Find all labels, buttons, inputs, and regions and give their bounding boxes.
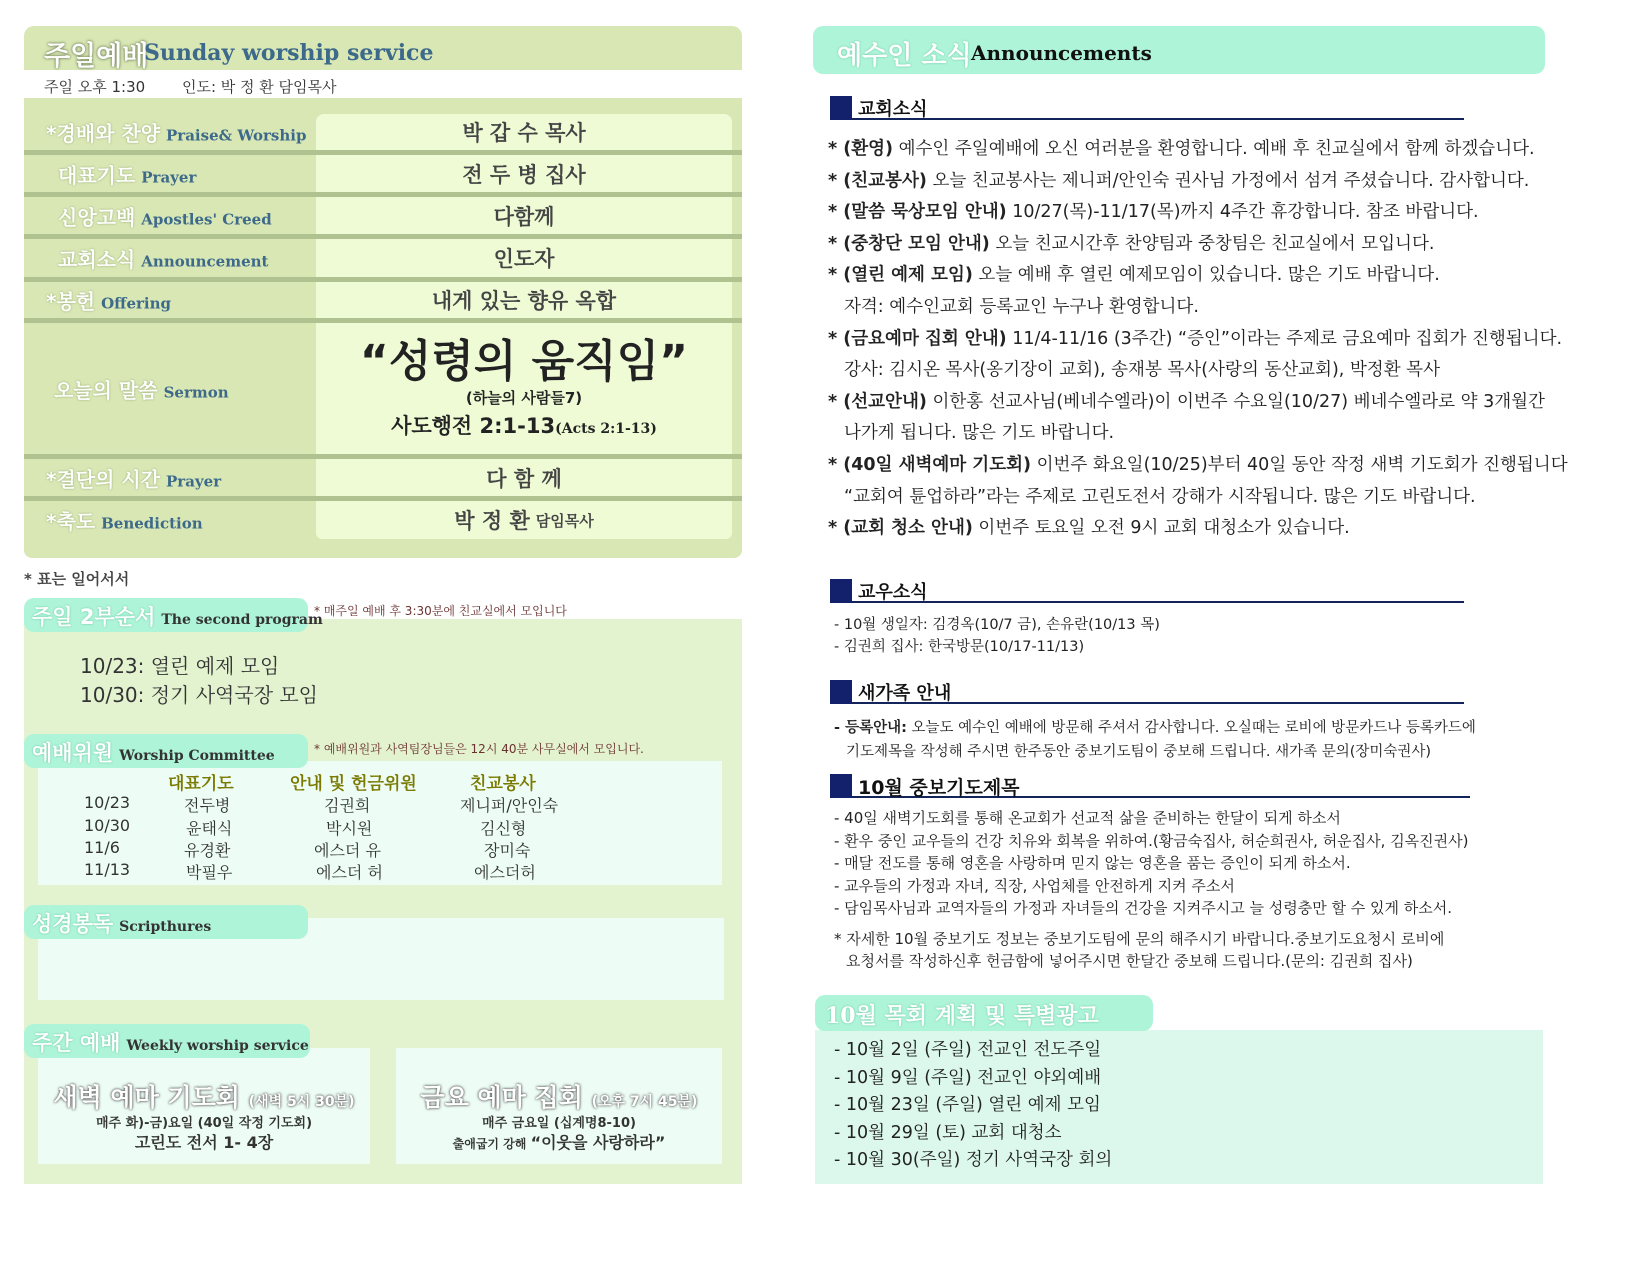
committee-title-ko: 예배위원 bbox=[32, 741, 114, 765]
order-label-ko: *경배와 찬양 bbox=[46, 121, 161, 146]
news-item-text: 오늘 친교시간후 찬양팀과 중창팀은 친교실에서 모입니다. bbox=[989, 233, 1435, 254]
committee-table bbox=[38, 761, 722, 885]
sermon-reference-en: (Acts 2:1-13) bbox=[555, 421, 657, 437]
announcements-title-en: Announcements bbox=[971, 41, 1152, 65]
scripture-title-en: Scripthures bbox=[119, 919, 212, 935]
order-row-benediction bbox=[24, 501, 742, 539]
committee-cell: 장미숙 bbox=[484, 841, 531, 860]
order-row-announcement bbox=[24, 239, 742, 277]
weekly-title-en: Weekly worship service bbox=[126, 1038, 309, 1054]
plan-item: - 10월 29일 (토) 교회 대청소 bbox=[834, 1122, 1062, 1143]
section-title: 새가족 안내 bbox=[858, 683, 952, 704]
stand-note: * 표는 일어서서 bbox=[24, 570, 130, 588]
committee-cell: 김신형 bbox=[480, 819, 527, 838]
committee-date: 11/13 bbox=[84, 860, 131, 879]
committee-cell: 박시원 bbox=[326, 819, 373, 838]
sermon-details bbox=[316, 323, 732, 454]
announcements-title-ko: 예수인 소식 bbox=[837, 41, 972, 71]
scripture-header bbox=[24, 905, 308, 939]
weekly-header bbox=[24, 1024, 310, 1058]
committee-note: * 예배위원과 사역팀장님들은 12시 40분 사무실에서 모입니다. bbox=[314, 742, 644, 756]
order-value bbox=[316, 501, 732, 539]
second-program-list bbox=[80, 652, 318, 710]
second-program-note: * 매주일 예배 후 3:30분에 친교실에서 모입니다 bbox=[314, 604, 567, 618]
plan-header bbox=[815, 995, 1153, 1031]
plan-item: - 10월 9일 (주일) 전교인 야외예배 bbox=[834, 1067, 1102, 1088]
order-value: 다함께 bbox=[316, 197, 732, 234]
plan-item: - 10월 30(주일) 정기 사역국장 회의 bbox=[834, 1150, 1113, 1171]
newcomer-line bbox=[834, 716, 1548, 740]
prayer-list bbox=[834, 807, 1548, 973]
committee-cell: 박필우 bbox=[186, 863, 233, 882]
prayer-item: - 교우들의 가정과 자녀, 직장, 사업체를 안전하게 지켜 주소서 bbox=[834, 876, 1235, 895]
prayer-item: - 환우 중인 교우들의 건강 치유와 회복을 위하여.(황금숙집사, 허순희권사, 허운집사, 김옥진권사) bbox=[834, 831, 1469, 850]
order-label-ko: *축도 bbox=[46, 509, 96, 534]
order-value: 전 두 병 집사 bbox=[316, 155, 732, 192]
second-program-header bbox=[24, 598, 323, 632]
section-marker-icon bbox=[830, 96, 852, 120]
plan-title: 10월 목회 계획 및 특별광고 bbox=[825, 1003, 1099, 1029]
news-item-continued: 나가게 됩니다. 많은 기도 바랍니다. bbox=[844, 423, 1115, 444]
committee-header-prayer: 대표기도 bbox=[168, 774, 234, 794]
prayer-item: - 매달 전도를 통해 영혼을 사랑하며 믿지 않는 영혼을 품는 증인이 되게 하소서. bbox=[834, 854, 1351, 872]
order-value: 인도자 bbox=[316, 239, 732, 277]
news-item-tag: * (친교봉사) bbox=[828, 170, 927, 191]
plan-item: - 10월 2일 (주일) 전교인 전도주일 bbox=[834, 1040, 1102, 1060]
sermon-reference bbox=[391, 410, 657, 440]
second-program-title-ko: 주일 2부순서 bbox=[32, 605, 156, 629]
order-row-decision bbox=[24, 459, 742, 496]
order-label-en: Announcement bbox=[141, 252, 269, 271]
church-news-list bbox=[828, 134, 1568, 545]
committee-cell: 김권희 bbox=[324, 796, 371, 815]
news-item bbox=[828, 166, 1548, 198]
dawn-prayer-schedule: 매주 화)-금)요일 (40일 작정 기도회) bbox=[95, 1116, 313, 1131]
committee-cell: 에스더허 bbox=[474, 863, 536, 882]
news-item bbox=[828, 197, 1548, 229]
plan-item: - 10월 23일 (주일) 열린 예제 모임 bbox=[834, 1095, 1101, 1116]
section-marker-icon bbox=[830, 774, 852, 798]
news-item-tag: * (말씀 묵상모임 안내) bbox=[828, 202, 1007, 223]
benediction-name: 박 정 환 bbox=[454, 509, 530, 533]
dawn-prayer-scripture: 고린도 전서 1- 4장 bbox=[134, 1133, 274, 1152]
sunday-title-ko: 주일예배 bbox=[44, 41, 149, 72]
news-item bbox=[828, 450, 1568, 482]
friday-service-quote: “이웃을 사랑하라” bbox=[530, 1133, 666, 1152]
committee-cell: 에스더 허 bbox=[316, 863, 383, 882]
committee-cell: 유경환 bbox=[184, 841, 231, 860]
benediction-title: 담임목사 bbox=[535, 511, 594, 530]
list-item: - 김권희 집사: 한국방문(10/17-11/13) bbox=[834, 639, 1085, 655]
committee-date: 10/23 bbox=[84, 793, 131, 812]
sunday-title-en: Sunday worship service bbox=[144, 40, 434, 66]
order-label-en: Prayer bbox=[141, 168, 197, 186]
friday-service-time: (오후 7시 45분) bbox=[591, 1094, 698, 1110]
news-item bbox=[828, 324, 1563, 356]
service-leader: 인도: 박 정 환 담임목사 bbox=[181, 78, 337, 96]
committee-date: 11/6 bbox=[84, 838, 120, 857]
committee-cell: 윤태식 bbox=[186, 819, 233, 838]
news-item-tag: * (중창단 모임 안내) bbox=[828, 233, 990, 254]
friday-service-theme bbox=[396, 1130, 722, 1153]
newcomer-line-continued: 기도제목을 작성해 주시면 한주동안 중보기도팀이 중보해 드립니다. 새가족 문의(장미숙권사) bbox=[846, 744, 1432, 760]
section-church-news bbox=[830, 94, 1464, 120]
order-row-offering bbox=[24, 282, 742, 318]
committee-cell: 전두병 bbox=[184, 796, 231, 815]
news-item bbox=[828, 229, 1548, 261]
news-item-tag: * (선교안내) bbox=[828, 391, 927, 412]
section-prayer bbox=[830, 772, 1470, 798]
news-item-text: 이번주 토요일 오전 9시 교회 대청소가 있습니다. bbox=[972, 518, 1350, 539]
second-program-title-en: The second program bbox=[161, 612, 323, 628]
news-item-text: 예수인 주일예배에 오신 여러분을 환영합니다. 예배 후 친교실에서 함께 하겠습니다. bbox=[893, 139, 1535, 159]
order-label-en: Offering bbox=[101, 294, 172, 313]
committee-cell: 에스더 유 bbox=[314, 841, 381, 860]
prayer-item: - 담임목사님과 교역자들의 가정과 자녀들의 건강을 지켜주시고 늘 성령충만 할 수 있게 하소서. bbox=[834, 899, 1453, 917]
news-item-tag: * (교회 청소 안내) bbox=[828, 518, 973, 539]
news-item-text: 이한홍 선교사님(베네수엘라)이 이번주 수요일(10/27) 베네수엘라로 약 3개월간 bbox=[926, 391, 1545, 412]
order-of-service bbox=[24, 98, 742, 558]
sermon-title: “성령의 움직임” bbox=[359, 336, 689, 387]
prayer-note-continued: 요청서를 작성하신후 헌금함에 넣어주시면 한달간 중보해 드립니다.(문의: 김권희 집사) bbox=[846, 952, 1413, 970]
friday-service-card bbox=[396, 1048, 722, 1164]
order-label-en: Sermon bbox=[163, 383, 229, 401]
news-item-continued: 강사: 김시온 목사(옹기장이 교회), 송재봉 목사(사랑의 동산교회), 박정환 목사 bbox=[844, 360, 1440, 381]
news-item-text: 오늘 예배 후 열린 예제모임이 있습니다. 많은 기도 바랍니다. bbox=[972, 265, 1440, 286]
order-label-ko: 신앙고백 bbox=[58, 205, 136, 229]
sunday-worship-header bbox=[24, 26, 742, 70]
sunday-subinfo bbox=[44, 76, 337, 97]
order-label-ko: 오늘의 말씀 bbox=[54, 378, 158, 402]
prayer-item: - 40일 새벽기도회를 통해 온교회가 선교적 삶을 준비하는 한달이 되게 하소서 bbox=[834, 809, 1341, 827]
plan-list bbox=[834, 1037, 1112, 1175]
news-item-text: 이번주 화요일(10/25)부터 40일 동안 작정 새벽 기도회가 진행됩니다 bbox=[1031, 454, 1568, 475]
section-title: 교회소식 bbox=[858, 99, 928, 120]
news-item-tag: * (40일 새벽예마 기도회) bbox=[828, 454, 1032, 475]
order-label-ko: *봉헌 bbox=[46, 289, 96, 314]
news-item-tag: * (금요예마 집회 안내) bbox=[828, 328, 1007, 349]
committee-cell: 제니퍼/안인숙 bbox=[460, 796, 559, 815]
order-row-praise bbox=[24, 114, 742, 150]
section-title: 교우소식 bbox=[858, 582, 928, 603]
newcomer-info bbox=[834, 716, 1548, 764]
news-item-tag: * (환영) bbox=[828, 139, 894, 159]
news-item-continued: “교회여 튠업하라”라는 주제로 고린도전서 강해가 시작됩니다. 많은 기도 바랍니다. bbox=[844, 486, 1476, 507]
section-newcomer bbox=[830, 678, 1464, 704]
news-item-text: 오늘 친교봉사는 제니퍼/안인숙 권사님 가정에서 섬겨 주셨습니다. 감사합니다. bbox=[926, 170, 1530, 191]
news-item bbox=[828, 387, 1548, 419]
dawn-prayer-time: (새벽 5시 30분) bbox=[248, 1094, 355, 1110]
dawn-prayer-card bbox=[38, 1048, 370, 1164]
section-title: 10월 중보기도제목 bbox=[858, 777, 1020, 799]
section-marker-icon bbox=[830, 680, 852, 704]
prayer-note: * 자세한 10월 중보기도 정보는 중보기도팀에 문의 해주시기 바랍니다.중보기도요청시 로비에 bbox=[834, 929, 1445, 948]
order-label-en: Benediction bbox=[101, 514, 203, 533]
newcomer-text: 오늘도 예수인 예배에 방문해 주셔서 감사합니다. 오실때는 로비에 방문카드나 등록카드에 bbox=[906, 720, 1476, 736]
service-time: 주일 오후 1:30 bbox=[44, 78, 146, 96]
order-row-creed bbox=[24, 197, 742, 234]
dawn-prayer-title bbox=[38, 1078, 370, 1114]
order-label-en: Praise& Worship bbox=[166, 126, 307, 145]
list-item: - 10월 생일자: 김경옥(10/7 금), 손유란(10/13 목) bbox=[834, 617, 1160, 633]
friday-service-schedule: 매주 금요일 (십계명8-10) bbox=[482, 1116, 636, 1131]
news-item-continued: 자격: 예수인교회 등록교인 누구나 환영합니다. bbox=[844, 296, 1199, 317]
order-label-ko: *결단의 시간 bbox=[46, 467, 161, 491]
news-item-tag: * (열린 예제 모임) bbox=[828, 265, 973, 286]
list-item: 10/30: 정기 사역국장 모임 bbox=[80, 683, 319, 707]
news-item bbox=[828, 260, 1548, 292]
order-label-en: Prayer bbox=[166, 472, 222, 490]
sermon-reference-ko: 사도행전 2:1-13 bbox=[391, 414, 556, 438]
order-value: 내게 있는 향유 옥합 bbox=[316, 282, 732, 318]
news-item bbox=[828, 513, 1548, 545]
order-value: 다 함 께 bbox=[316, 459, 732, 496]
committee-header-usher: 안내 및 헌금위원 bbox=[290, 774, 417, 794]
committee-header-fellowship: 친교봉사 bbox=[470, 774, 536, 794]
news-item bbox=[828, 134, 1548, 166]
newcomer-tag: - 등록안내: bbox=[834, 720, 907, 736]
order-label-ko: 교회소식 bbox=[58, 247, 136, 272]
section-member-news bbox=[830, 577, 1464, 603]
scripture-title-ko: 성경봉독 bbox=[32, 912, 114, 936]
dawn-prayer-name: 새벽 예마 기도회 bbox=[53, 1083, 240, 1112]
news-item-text: 11/4-11/16 (3주간) “증인”이라는 주제로 금요예마 집회가 진행됩니다. bbox=[1006, 328, 1563, 349]
sermon-series: (하늘의 사람들7) bbox=[465, 389, 583, 407]
member-news-list bbox=[834, 614, 1548, 658]
friday-service-title bbox=[396, 1078, 722, 1114]
order-value: 박 갑 수 목사 bbox=[316, 114, 732, 150]
friday-service-name: 금요 예마 집회 bbox=[420, 1083, 583, 1112]
news-item-text: 10/27(목)-11/17(목)까지 4주간 휴강합니다. 참조 바랍니다. bbox=[1006, 202, 1479, 223]
weekly-title-ko: 주간 예배 bbox=[32, 1031, 121, 1055]
order-label-en: Apostles' Creed bbox=[141, 210, 272, 228]
order-row-sermon bbox=[24, 323, 742, 454]
committee-date: 10/30 bbox=[84, 816, 131, 835]
order-label-ko: 대표기도 bbox=[58, 163, 136, 187]
section-marker-icon bbox=[830, 579, 852, 603]
list-item: 10/23: 열린 예제 모임 bbox=[80, 654, 280, 678]
friday-service-prefix: 출애굽기 강해 bbox=[452, 1137, 531, 1151]
committee-header bbox=[24, 734, 308, 768]
announcements-header bbox=[813, 26, 1545, 74]
committee-title-en: Worship Committee bbox=[119, 748, 275, 764]
order-row-prayer bbox=[24, 155, 742, 192]
